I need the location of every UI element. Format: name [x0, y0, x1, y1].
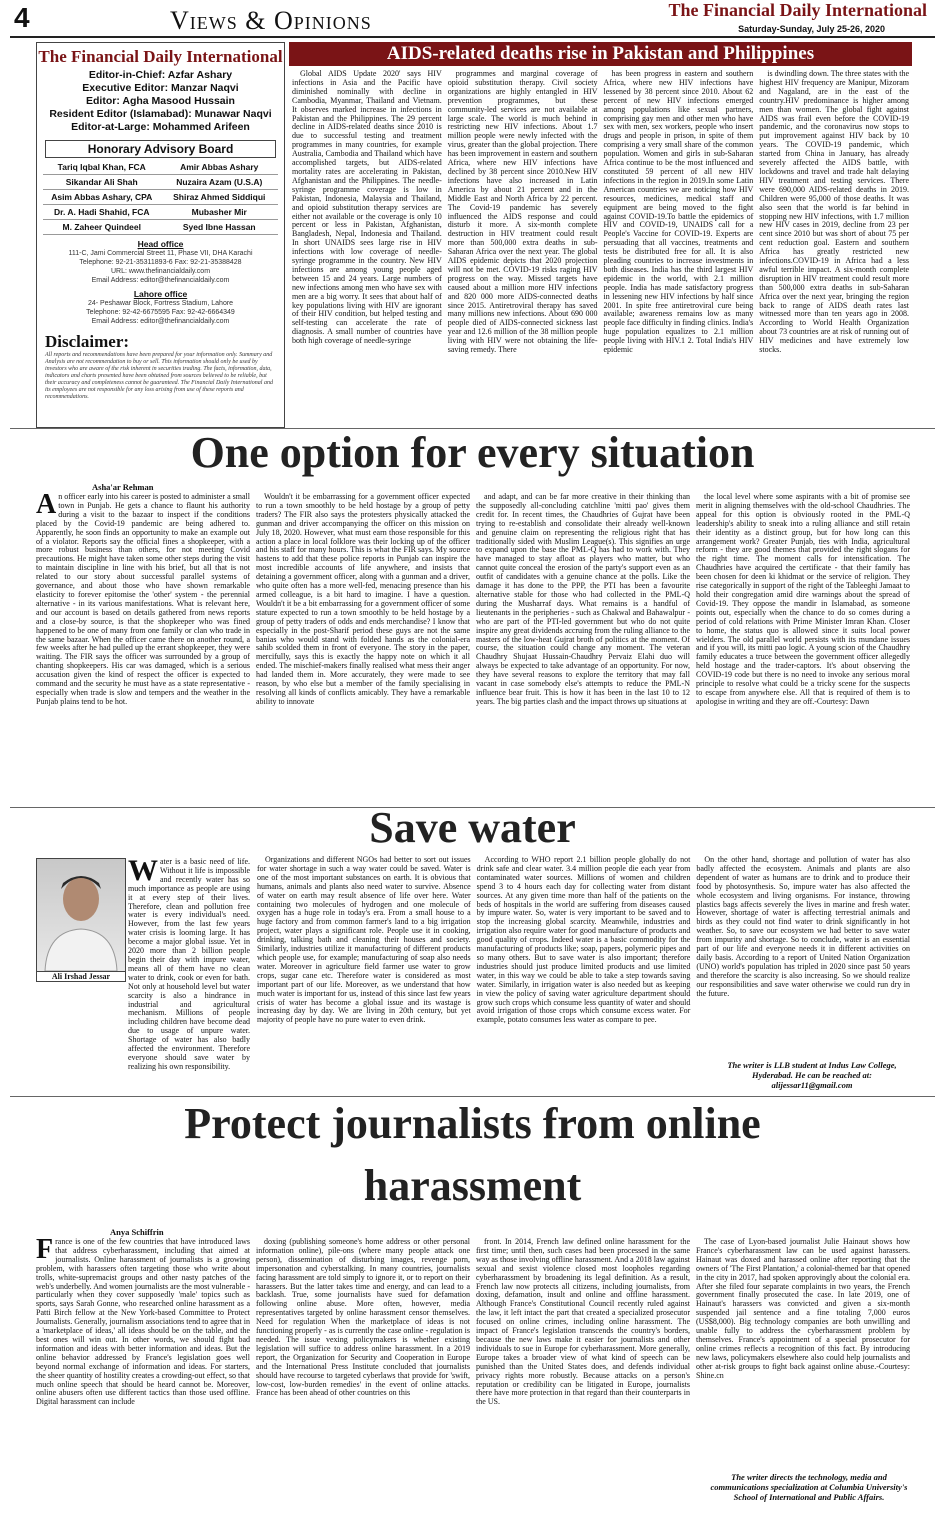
writer-note: The writer directs the technology, media and communications specialization at Columbia University's School of International and Public Affairs.	[704, 1470, 914, 1502]
article-column: front. In 2014, French law defined online harassment for the first time; until then, such cases had been processed in the same way as those involving offline harassment. And a 2018 law against sexual and sexist violence closed most loopholes regarding cyberharassment by broadening its legal definition. As a result, French law now protects all citizens, including journalists, from doxing, defamation, insult and online and offline harassment. Although France's Constitutional Council recently ruled against the law, it left intact the part that created a specialized prosecutor focused on online crimes, including online harassment. The impact of France's legislation transcends the country's borders, because the new laws make it easier for journalists and other individuals to sue in Europe for cyberharassment. More generally, Europe takes a broader view of what kind of speech can be punished than the United States does, and defends individual privacy rights more robustly. Because attacks on a person's reputation or credibility can be litigated in Europe, journalists there have more protection in that regard than their counterparts in the US.	[476, 1238, 690, 1407]
advisory-list	[37, 160, 284, 235]
lahore-office-line: Email Address: editor@thefinancialdaily.com	[91, 318, 230, 325]
editor-line: Editor-at-Large: Mohammed Arifeen	[71, 121, 250, 133]
advisor: Syed Ibne Hassan	[161, 220, 279, 235]
paper-name: The Financial Daily International	[668, 0, 927, 20]
editor-line: Executive Editor: Manzar Naqvi	[82, 82, 239, 94]
page-number: 4	[14, 2, 30, 33]
lahore-office-line: Telephone: 92-42-6675595 Fax: 92-42-6664349	[86, 309, 235, 316]
editor-line: Editor: Agha Masood Hussain	[86, 95, 235, 107]
disclaimer-text: All reports and recommendations have been prepared for your information only. Summary and Analysis are not recommendation to buy or sell. This information should only be used by investors who are aware of the risk inherent in securities trading. The facts, information, data, indicators and charts presented have been obtained from sources believed to be reliable, but their accuracy and completeness cannot be guaranteed. The Financial Daily International and its employees are not responsible for any loss arising from use of these reports and recommendations.	[45, 352, 273, 400]
water-body	[254, 856, 913, 1092]
article-column: France is one of the few countries that have introduced laws that address cyberharassment, including that aimed at journalists. Online harassment of journalists is a growing problem, with harassers often targeting those who write about trolls, white-supremacist groups and other nasty patches of the web's underbelly. And women journalists are the most vulnerable - particularly when they cover supposedly 'male' topics such as sports, says Sarah Gonne, who researched online harassment as a Patti Birch fellow at the New York-based Committee to Protect Journalists. Generally, journalism associations tend to agree that in a 'marketplace of ideas,' all ideas should be on the table, and the best ones will win out. In other words, we should fight bad information and ideas with better information and ideas. But the online behavior addressed by France's legislation goes well beyond normal exchange of information and ideas. For starters, the sheer quantity of hostility creates a crowding-out effect, so that much online speech that should be heard cannot be. Moreover, online abusers often use different tactics than those used offline. Digital harassment can include	[36, 1238, 250, 1407]
article-column: Water is a basic need of life. Without it life is impossible and recently water has so much importance as people are using it at every step of their lives. Therefore, clean and pollution free water is every individual's need. However, from the last few years water crisis is looming large. It has become a major global issue. Yet in 2020 more than 2 billion people begin their day with impure water, means all of them have no clean water to drink, cook or even for bath. Not only at household level but water scarcity is also a hindrance in industrial and agricultural mechanism. Millions of people including children have become dead due to usage of unpure water. Shortage of water has also badly affected the environment. Therefore everyone should save water by realizing his own responsibility.	[128, 858, 250, 1071]
option-byline: Asha'ar Rehman	[92, 482, 154, 492]
editor-line: Editor-in-Chief: Azfar Ashary	[88, 69, 233, 81]
article-column: is dwindling down. The three states with the highest HIV frequency are Manipur, Mizoram and Nagaland, are in the east of the country.HIV predominance is higher among men than women. The global fight against AIDS was frail even before the COVID-19 pandemic, and the coronavirus now stops to put improvement against HIV back by 10 years. The COVID-19 pandemic, which started from China in January, has already severely affected the AIDS battle, with lockdowns and travel and trade halt delaying HIV treatment and testing services. There were 690,000 AIDS-related deaths in 2019. Children were 95,000 of those deaths. It was also seen that the world is far behind in stopping new HIV infections, with 1.7 million new HIV cases in 2019, decline from 23 per cent since 2010 but was short of about 75 per cent reduction goal. Eastern and southern Africa has greatly restricted new infections.COVID-19 in Africa had a less awful terrible impact. A six-month complete disruption in HIV treatment could result more than 500,000 extra deaths in sub-Saharan Africa over the next year, bringing the region back to range of AIDS death rates last witnessed more than ten years ago in 2008. According to World Health Organization about 73 countries are at risk of running out of HIV medicines and have extremely low stocks.	[759, 70, 909, 355]
advisor: Sikandar Ali Shah	[43, 175, 161, 190]
advisor: Mubasher Mir	[161, 205, 279, 220]
article-column: and adapt, and can be far more creative in their thinking than the supposedly all-concluding catchline 'mitti pao' gives them credit for. In recent times, the Chaudhries of Gujrat have been trying to re-establish and consolidate their already well-known and genuine claim on representing the religious right that has traditionally sided with Muslim League(s). This signifies an urge to expand upon the base the PML-Q has had to work with. They have managed to stay afloat as players who matter, but who cannot quite conceal the erosion of the party's support even as an outfit of candidates with a genuine chance at the polls. Like the damage it has done to the PPP, the PTI has been a favourite alternative stable for those who had collected in the PML-Q during the Musharraf days. What remains is a handful of lieutenants in the peripheries - such as Chakwal and Bahawalpur - who are part of the PTI-led government but who do not quite inspire any great dividends accruing from the ruling alliance to the masters of the low-heat Gujrat broth of politics at the moment. Of course, the situation could change any moment. The veteran Chaudhry Shujaat Hussain-Chaudhry Pervaiz Elahi duo will always be expected to take advantage of an opportunity. For now, they have several reasons to explore the territory that may fall vacant in case somebody else's attempts to reduce the PML-N influence bear fruit. This is how it has been in the last 10 to 12 years. The big parties clash and the impact throws up situations at	[476, 493, 690, 706]
head-office-line: Telephone: 92-21-35311893-6 Fax: 92-21-35388428	[79, 259, 242, 266]
journalists-headline: Protect journalists from online	[184, 1099, 761, 1148]
article-column: The case of Lyon-based journalist Julie Hainaut shows how France's cyberharassment law can be used against harassers. Hainaut was doxed and harassed online after reporting that the owners of 'The First Plantation,' a colonial-themed bar that opened in the city in 2017, had spoken approvingly about the colonial era. After she filed four separate complaints in two years, the French government finally prosecuted the case. In late 2019, one of Hainaut's harassers was convicted and given a six-month suspended jail sentence and a fine totaling 7,000 euros (US$8,000). Big technology companies are both unwilling and unable fully to address the cyberharassment problem by themselves. France's appointment of a special prosecutor for online crimes reflects a recognition of this fact. By introducing new laws, policymakers elsewhere also could help journalists and other at-risk groups to fight back against online abuse.-Courtesy: Shine.cn	[696, 1238, 910, 1380]
article-column: Organizations and different NGOs had better to sort out issues for water shortage in such a way water could be saved. Water is one of the most important substances on earth. It is obvious that humans, animals and plants also need water to survive. Absence of water on earth may result absence of life over here. Water containing two molecules of hydrogen and one molecule of oxygen has a huge role in today's era. From a small house to a huge factory and from common farmer's land to a big irrigation project, water plays a significant role. People use it in cooking, drinking, talking bath and cleaning their houses and society. Similarly, industries utilize it manufacturing of different products which people use, for example; manufacturing of soap also needs water. Moreover in agriculture field farmer use water to grow crops, sugar cane etc. Therefore water is considered as most important part of our life. Moreover, as we understand that how much water is important for us, instead of this since last few years crisis of water has become a global issue and its wastage is increasing day by day. We are living in 20th century, but yet majority of people have no pure water to even drink.	[257, 856, 471, 1025]
head-office-line: Email Address: editor@thefinancialdaily.com	[91, 277, 230, 284]
option-headline: One option for every situation	[190, 428, 755, 477]
water-headline: Save water	[369, 803, 576, 852]
article-column: doxing (publishing someone's home address or other personal information online), pile-ons (where many people attack one person), dissemination of disturbing images, revenge porn, impersonation and cyberstalking. In many countries, journalists facing harassment are told simply to ignore it, or to report on their harassers. But the latter takes time and energy, and can lead to a backlash. True, some journalists have sued for defamation following online abuse. More often, however, media representatives targeted by online harassment censor themselves. Need for regulation When the marketplace of ideas is not functioning properly - as is currently the case online - regulation is needed. The issue vexing policymakers is whether existing legislation will suffice to address online harassment. In a 2019 report, the Organization for Security and Cooperation in Europe and the International Press Institute concluded that journalists should have recourse to targeted cyberlaws that provide for 'swift, low-cost, low-burden remedies' in the event of online attacks. France has been ahead of other countries on this	[256, 1238, 470, 1398]
aids-body	[289, 70, 912, 426]
disclaimer-title: Disclaimer:	[45, 332, 130, 351]
article-column: According to WHO report 2.1 billion people globally do not drink safe and clear water. 3.4 million people die each year from contaminated water sources. Millions of women and children spend 3 to 4 hours each day for collecting water from distant sources. At any given time more than half of the patients on the beds of hospitals in the world are suffering from diseases caused by impure water. So, water is very important to be saved and to stop the increasing global scarcity. Meanwhile, industries and irrigation also require water for good manufacture of products and good quality of crops. Indeed water is a basic commodity for the manufacturing of products like; soap, papers, polymeric pipes and so many others. But to save water is also important; therefore industries should just produce limited products and use limited water, in this way we could be able to take a step towards saving water. Similarly, in irrigation water is also needed but as keeping in view the policy of saving water agriculture department should grow such crops which consume less quantity of water and should avoid irrigation of those crops which consume excess water. For example, potato consumes less water as compare to pee.	[476, 856, 691, 1025]
editor-line: Resident Editor (Islamabad): Munawar Naqvi	[49, 108, 272, 120]
section-divider	[10, 1096, 935, 1097]
article-column: Wouldn't it be embarrassing for a government officer expected to run a town smoothly to be held hostage by a group of petty traders? The FIR also says the protesters physically attacked the gunman and driver accompanying the officer on this mission on July 18, 2020. However, what must earn those responsible for this action a place in local folklore was their locking up of the officer and his staff for many hours. This is what the FIR says. My source hastens to add that these police reports in Punjab can inspire the most incredible accounts of life anywhere, and insists that detaining a government officer, along with a gunman and a driver, who quite often has a more well-fed, menacing presence than his armed colleague, is a bit hard to imagine. I have a question. Wouldn't it be a bit embarrassing for a government officer of some stature expected to run a town smoothly to be held hostage by a group of petty traders of odds and ends merchandise? I know that especially in the post-Sharif period these guys are not the same banias who would stand with folded hands as the colonial-era sahib scolded them in front of everyone. The story in the paper, mercifully, says this is exactly the happy note on which it all ended. The mischief-makers finally realised what mess their anger had landed them in. More accurately, they were made to see reason, by who else but a member of the family specialising in resolving all kinds of conflicts amicably. They have a remarkable ability to innovate	[256, 493, 470, 706]
head-office-title: Head office	[137, 239, 184, 249]
option-body	[33, 493, 913, 805]
person-icon	[37, 859, 125, 971]
advisor: M. Zaheer Quindeel	[43, 220, 161, 235]
author-name: Ali Irshad Jessar	[36, 972, 126, 982]
author-photo	[36, 858, 126, 972]
lahore-office-title: Lahore office	[133, 289, 188, 299]
advisor: Dr. A. Hadi Shahid, FCA	[43, 205, 161, 220]
advisor: Shiraz Ahmed Siddiqui	[161, 190, 279, 205]
article-column: An officer early into his career is posted to administer a small town in Punjab. He gets a chance to flaunt his authority during a visit to the bazaar to inspect if the conditions placed by the Covid-19 pandemic are being adhered to. Apparently, he soon finds an opportunity to make an example out of a violator. Reports say the official fines a shopkeeper, with a more robust business than others, for not meeting Covid precautions. He might have taken some other steps during the visit to maintain discipline in line with his brief, but all that is not related to our story about successful parallel systems of governance, and about those who have shown remarkable elasticity to forever epitomise the 'other' system - the perennial alternative - in its various manifestations. What is relevant here, and our account is based on details gathered from news reports and a close-by source, is that the shopkeeper who was fined happened to be one of many from one family or clan who trade in the same bazaar. When the officer came there on another round, a few weeks after he had pulled up the errant shopkeeper, they were waiting. The FIR says the officer was surrounded by a group of chanting shopkeepers. His car was damaged, which is a serious accusation given the kind of respect the officer is expected to command and the security he must have as a state representative - especially when trade is slow and tempers and the weather in the Punjab plains tend to be hot.	[36, 493, 250, 706]
journalists-byline: Anya Schiffrin	[110, 1227, 164, 1237]
article-column: has been progress in eastern and southern Africa, where new HIV infections have lessened by 38 percent since 2010. About 62 percent of new HIV infections emerged among populations like sexual partners, comprising gay men and other men who have sex with men, sex workers, people who insert drugs and people in prison, in spite of them comprising a very small share of the common population. Women and girls in sub-Saharan Africa continue to be the most influenced and constituted 59 percent of all new HIV infections in the region in 2019.In some Latin American countries we are noticing how HIV resources, medicines, medical staff and equipment are being moved to the fight against COVID-19.To battle the epidemics of HIV and COVID-19, UNAIDS call for a People's Vaccine for COVID-19. Experts are persuading that all vaccines, treatments and tests be distributed free for all. It is also pleading countries to increase investments in both diseases. India has the third largest HIV epidemic in the world, with 2.1 million people. India has made satisfactory progress in lessening new HIV infections by half since 2001. In spite free antiretroviral cure being available; awareness remains low as many people face difficulty in finding clinics. India's huge population equalizes to 2.1 million people living with HIV.1 2. Total India's HIV epidemic	[603, 70, 754, 355]
dropcap: F	[36, 1238, 54, 1265]
article-column: programmes and marginal coverage of opioid substitution therapy. Civil society organizations are highly entangled in HIV prevention programmes, but these community-led services are not available at large scale. The world is much behind in restricting new HIV infections. About 1.7 million people were newly infected with the virus, greater than the global projection. There has been improvement in eastern and southern Africa, where new HIV infections have declined by 38 percent since 2010.New HIV infections have also increased in Latin America by about 21 percent and in the Middle East and North Africa by 22 percent. The Covid-19 pandemic has severely influenced the AIDS response and could disturb it more. A six-month complete destruction in HIV treatment could result more than 500,000 extra deaths in sub-Saharan Africa over the next year. The global AIDS epidemic depicts that 2020 projection will not be met. COVID-19 risks raging HIV progress on the way. Missed targets have caused about a million more HIV infections and 820 000 more AIDS-connected deaths since 2015. Antiretroviral therapy has saved many millions new infections. About 690 000 people died of AIDS-connected sickness last year and 12.6 million of the 38 million people living with HIV were not obtaining the life-saving remedy. There	[447, 70, 598, 355]
dropcap: A	[36, 493, 57, 520]
head-office-line: 111-C, Jami Commercial Street 11, Phase VII, DHA Karachi	[68, 250, 253, 257]
journalists-headline-2: harassment	[363, 1161, 582, 1210]
advisor: Amir Abbas Ashary	[161, 160, 279, 175]
dropcap: W	[128, 858, 158, 887]
advisor: Tariq Iqbal Khan, FCA	[43, 160, 161, 175]
masthead-box	[36, 42, 285, 428]
advisory-title: Honorary Advisory Board	[45, 140, 276, 158]
article-column: the local level where some aspirants with a bit of promise see merit in aligning themselves with the old-school Chaudhries. The appeal for this option is obviously rooted in the PML-Q leadership's ability to sneak into a ruling alliance and still retain their identity as a distinct group, but for how long can this arrangement work? Greater Punjab, ties with India, agricultural reform - they are good themes that provided the right slogans for the right time. The moment calls for intensification. The Chaudhries have acquired the certificate - that their family has been chosen for deen ki khidmat or the service of religion. They rise categorically in support of the right of the Tableeghi Jamaat to hold their congregation amid dire warnings about the spread of Covid-19. They oppose the mandir in Islamabad, as someone points out, especially when the chance to do so comes during a period of cold relations with Prime Minister Imran Khan. Closer to home, the status quo is allowed since it suits local power wielders. The old parallel world persists with its mundane issues and if you will, its mitti pao logic. A young scion of the Chaudhry family educates a truce between the government officer allegedly held hostage and the trader-captors. It's about observing the COVID-19 code but there is no need to invoke any serious moral principle to resolve what could be a tricky scene for the suspects to escape from anywhere else. All that is required of them is to apologise in writing and they are off.-Courtesy: Dawn	[696, 493, 910, 706]
masthead-title: The Financial Daily International	[38, 47, 283, 66]
article-column: Global AIDS Update 2020' says HIV infections in Asia and the Pacific have diminished nominally with decline in Cambodia, Myanmar, Thailand and Vietnam. It observes marked increase in infections in Pakistan and the Philippines. The 29 percent decline in AIDS-related deaths since 2010 is due to successful testing and treatment programmes in many countries, for example Australia, Cambodia and Thailand which have accomplished targets, but AIDS-related mortality rates are accelerating in Pakistan, Afghanistan and the Philippines. The needle-syringe programme coverage is low in Pakistan, Indonesia, Malaysia and Thailand, and opioid substitution therapy services are either not available or the coverage is only 10 percent or less in Pakistan, Afghanistan, Bangladesh, Nepal, Indonesia and Thailand. In short UNAIDS sees large rise in HIV infections with low coverage of needle-syringe programme in the country. New HIV infections are among young people aged between 15 and 24 years. Large numbers of new infections among men who have sex with men are a big worry. It sees that about half of key populations living with HIV are ignorant of their HIV condition, but helped testing and self-testing can accelerate the rate of diagnosis. A small number of countries have both high coverage of needle-syringe	[292, 70, 442, 346]
header-rule	[10, 36, 935, 38]
aids-headline: AIDS-related deaths rise in Pakistan and Philippines	[289, 42, 912, 66]
article-column: On the other hand, shortage and pollution of water has also badly affected the ecosystem. Animals and plants are also dependent of water as humans are to drink and to produce their food by photosynthesis. So, impure water has also affected the whole ecosystem and living organisms. For instance, throwing plastics bags affects severely the lives in marine and fresh water. However, shortage of water is affecting terrestrial animals and birds as they could not find water to drink significantly in hot weather. So, to save our ecosystem we had better to save water from impurity and shortage. So to conclude, water is an essential part of our life and everyone needs it in different activities on daily basis. According to a report of United Nation Organization (UNO) world's population has tripled in 2020 since past 50 years and therefore the scarcity is also increasing. So we should realize our responsibilities and save water otherwise we could run dry in the future.	[696, 856, 911, 998]
advisor: Nuzaira Azam (U.S.A)	[161, 175, 279, 190]
section-title: Views & Opinions	[170, 6, 372, 35]
advisor: Asim Abbas Ashary, CPA	[43, 190, 161, 205]
issue-date: Saturday-Sunday, July 25-26, 2020	[738, 24, 885, 34]
lahore-office-line: 24- Peshawar Block, Fortress Stadium, Lahore	[87, 300, 234, 307]
writer-note: The writer is LLB student at Indus Law College, Hyderabad. He can be reached at: alijessar11@gmail.com	[712, 1058, 912, 1090]
head-office-line: URL: www.thefinancialdaily.com	[110, 268, 211, 275]
